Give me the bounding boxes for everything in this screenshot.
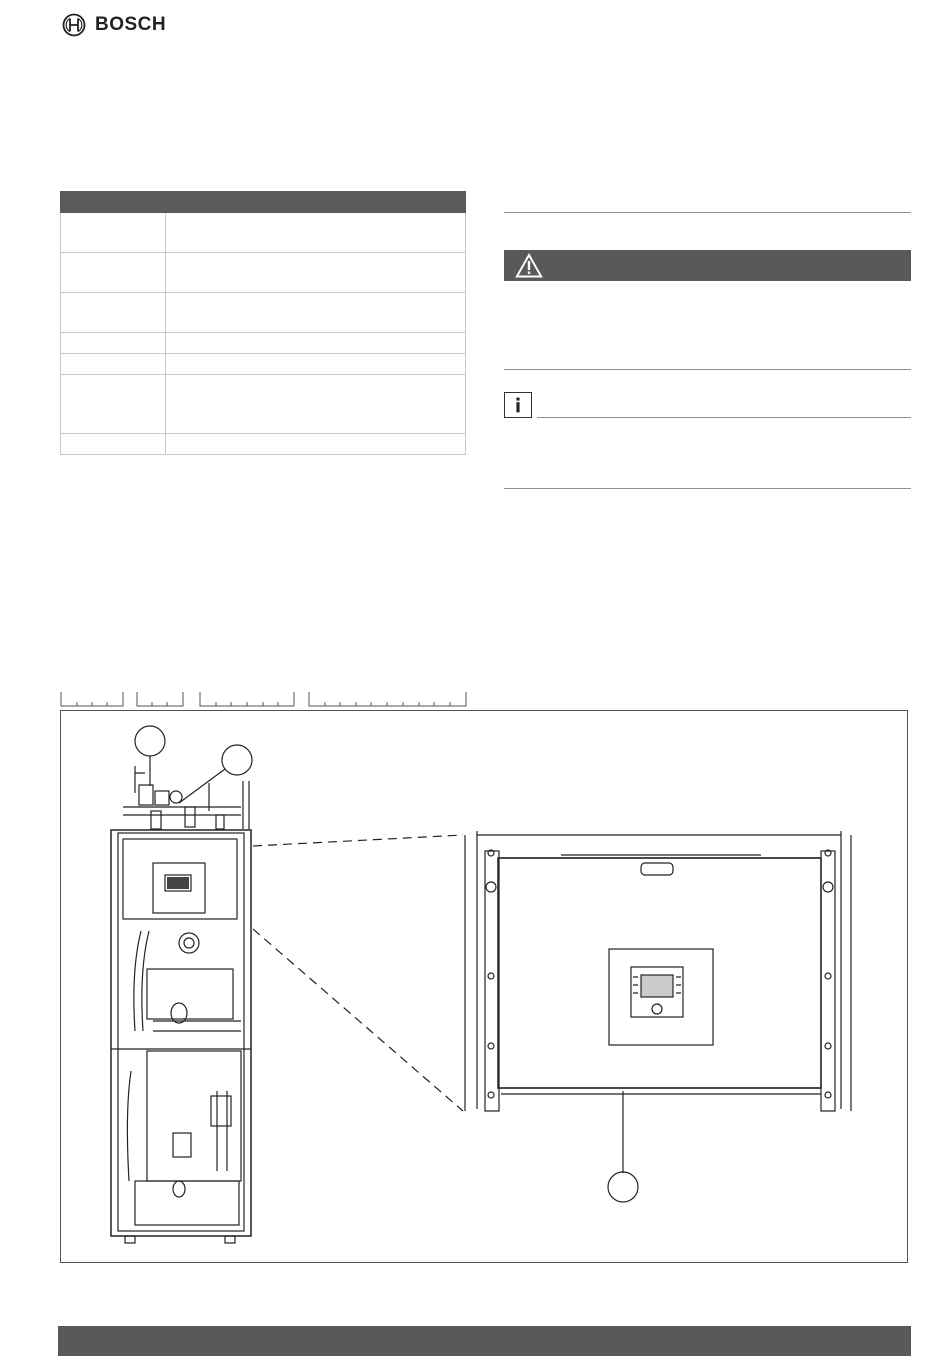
section-rule bbox=[504, 369, 911, 370]
callout-1 bbox=[135, 726, 165, 756]
warning-bar bbox=[504, 250, 911, 281]
table-header-row bbox=[61, 192, 466, 213]
table-row bbox=[61, 354, 466, 375]
table-row bbox=[61, 375, 466, 434]
table-header-cell bbox=[61, 192, 166, 213]
info-rule bbox=[537, 417, 911, 418]
bosch-logo bbox=[62, 12, 166, 38]
warning-triangle-icon bbox=[514, 252, 544, 279]
figure-scale-marks bbox=[60, 690, 468, 710]
info-glyph-icon bbox=[505, 393, 531, 417]
section-rule bbox=[504, 488, 911, 489]
table-row bbox=[61, 253, 466, 293]
table-row bbox=[61, 293, 466, 333]
table-row bbox=[61, 213, 466, 253]
table-header-cell bbox=[166, 192, 466, 213]
section-rule bbox=[504, 212, 911, 213]
brand-name: BOSCH bbox=[95, 14, 167, 35]
footer-bar bbox=[58, 1326, 911, 1356]
bosch-armature-logo-icon bbox=[62, 13, 86, 37]
info-icon bbox=[504, 392, 532, 418]
callout-3 bbox=[608, 1172, 638, 1202]
table-row bbox=[61, 434, 466, 455]
table-row bbox=[61, 333, 466, 354]
data-table bbox=[60, 191, 466, 455]
technical-figure bbox=[60, 710, 908, 1263]
heat-pump-illustration bbox=[61, 711, 909, 1264]
callout-2 bbox=[222, 745, 252, 775]
